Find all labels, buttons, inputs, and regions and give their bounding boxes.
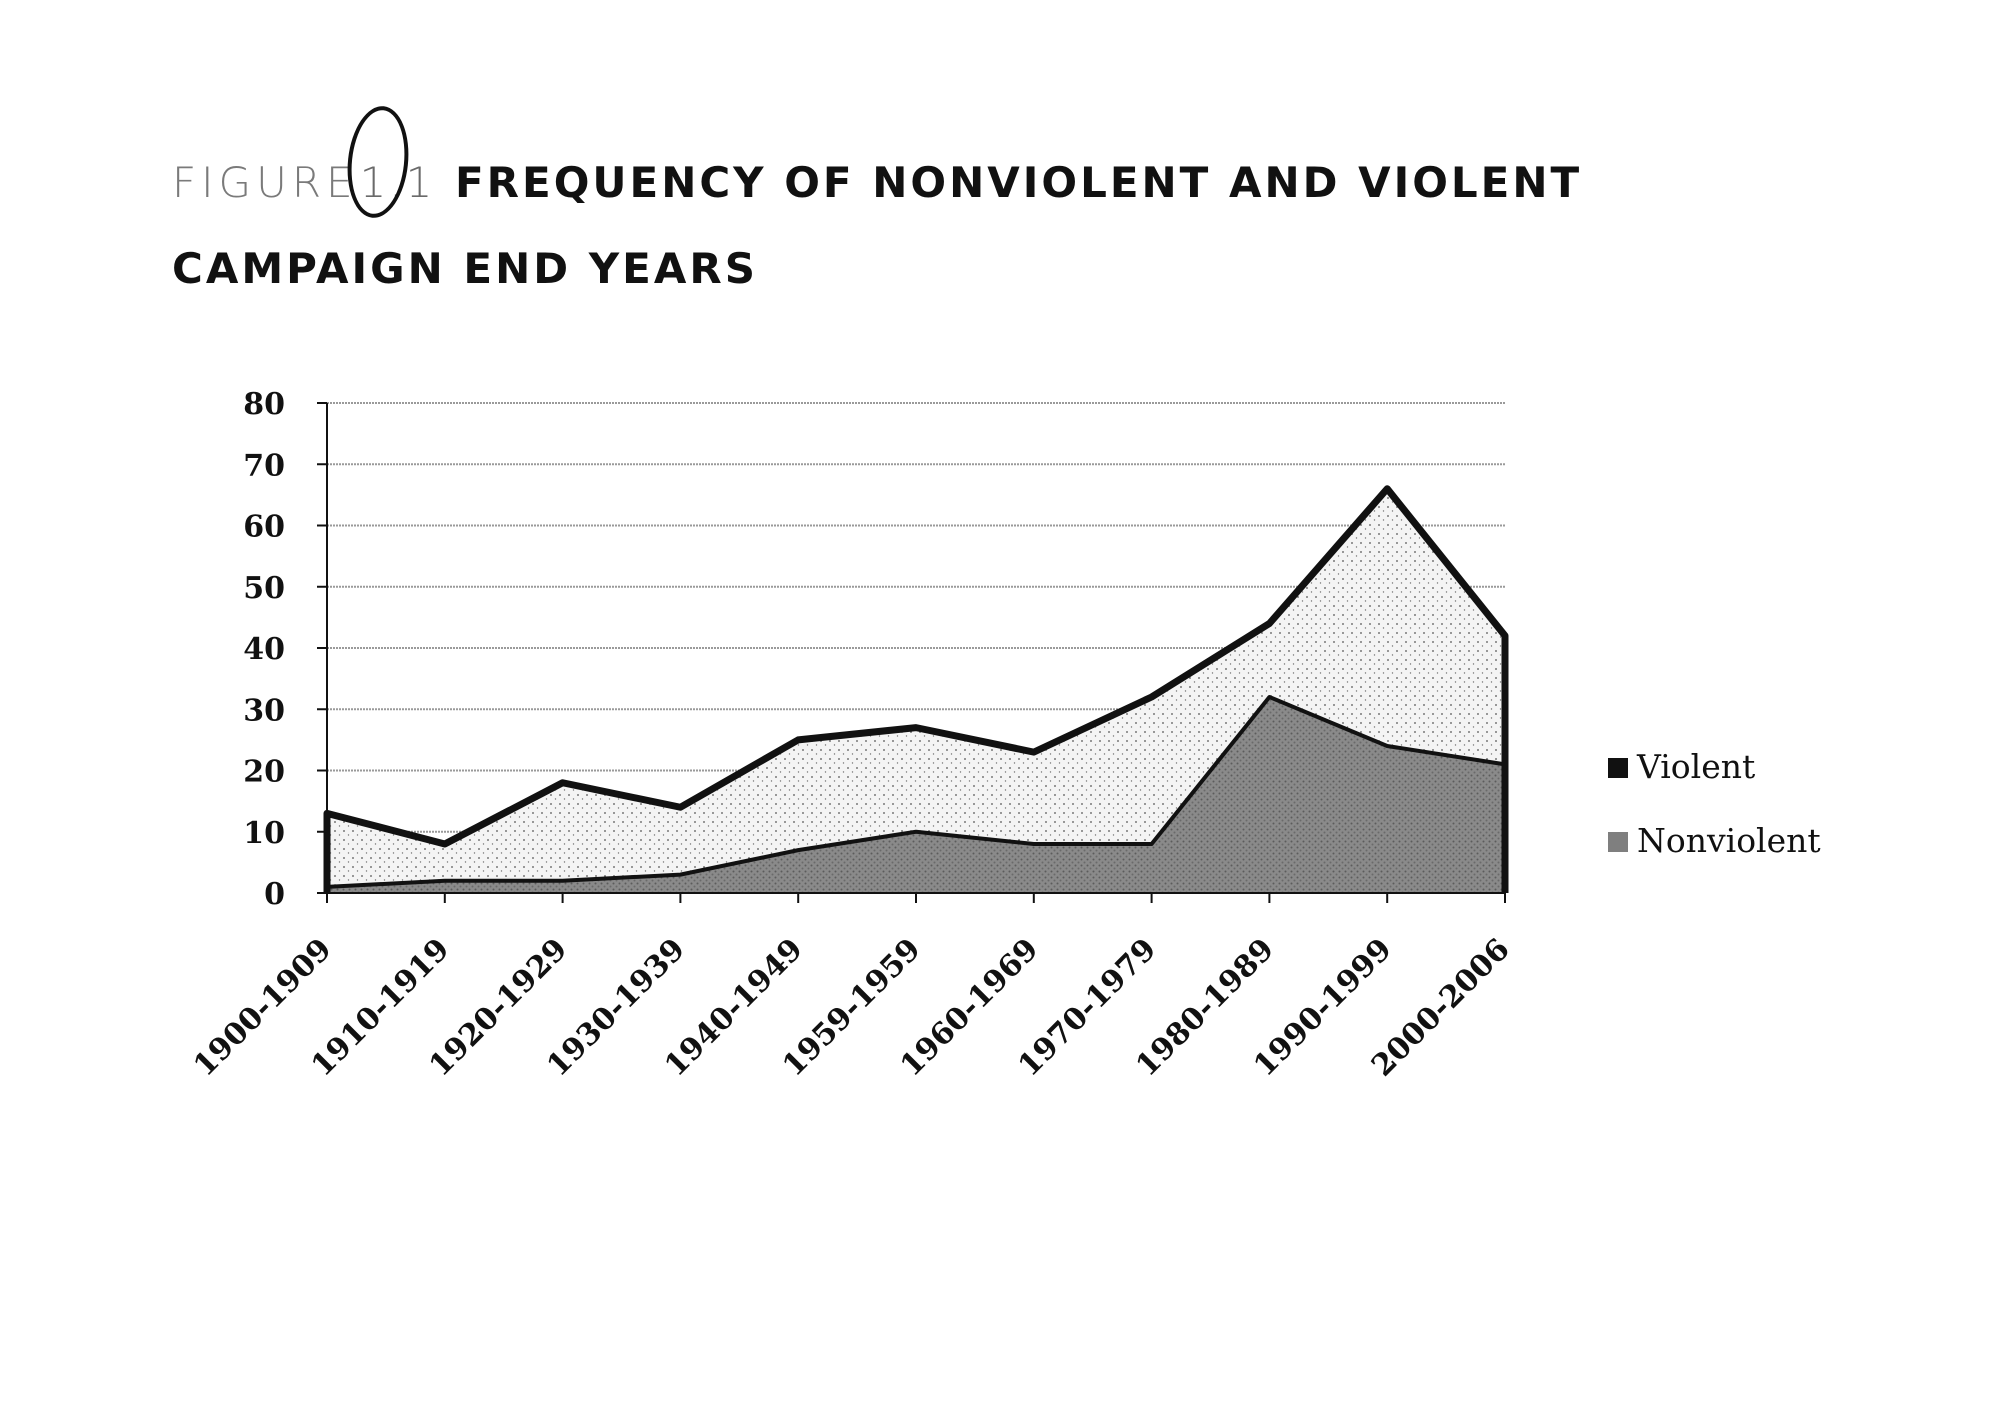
x-tick-label: 1960-1969 (893, 931, 1046, 1084)
y-tick-label: 10 (243, 815, 285, 851)
legend-marker-nonviolent (1608, 832, 1628, 852)
x-tick-label: 1940-1949 (658, 931, 810, 1084)
legend-label-nonviolent: Nonviolent (1637, 821, 1821, 860)
x-tick-label: 1900-1909 (187, 931, 339, 1084)
y-tick-label: 50 (243, 570, 285, 606)
figure-number: 1.1 (358, 140, 438, 226)
y-tick-label: 30 (243, 693, 285, 729)
plot-areas (327, 489, 1505, 893)
x-tick-label: 1910-1919 (304, 931, 457, 1084)
y-axis-tick-labels (243, 387, 285, 912)
legend (1608, 747, 1821, 860)
y-tick-label: 0 (264, 877, 285, 912)
x-tick-label: 1920-1929 (422, 931, 575, 1084)
figure-label: FIGURE (172, 158, 358, 207)
x-tick-label: 1980-1989 (1129, 931, 1282, 1084)
x-tick-label: 1970-1979 (1011, 931, 1164, 1084)
y-tick-label: 70 (243, 448, 285, 484)
x-tick-label: 1990-1999 (1247, 931, 1399, 1084)
y-tick-label: 40 (243, 632, 285, 667)
x-tick-label: 1930-1939 (540, 931, 693, 1084)
x-tick-label: 2000-2006 (1365, 931, 1517, 1084)
y-tick-label: 20 (243, 754, 285, 790)
legend-label-violent: Violent (1637, 747, 1756, 786)
x-axis-tick-labels (187, 932, 1517, 1084)
title-text: FREQUENCY OF NONVIOLENT AND VIOLENT CAMPAIGN END YEARS (172, 158, 1583, 293)
y-tick-label: 80 (243, 387, 285, 422)
x-tick-label: 1959-1959 (776, 931, 928, 1084)
y-tick-label: 60 (243, 509, 285, 545)
legend-marker-violent (1608, 758, 1628, 778)
